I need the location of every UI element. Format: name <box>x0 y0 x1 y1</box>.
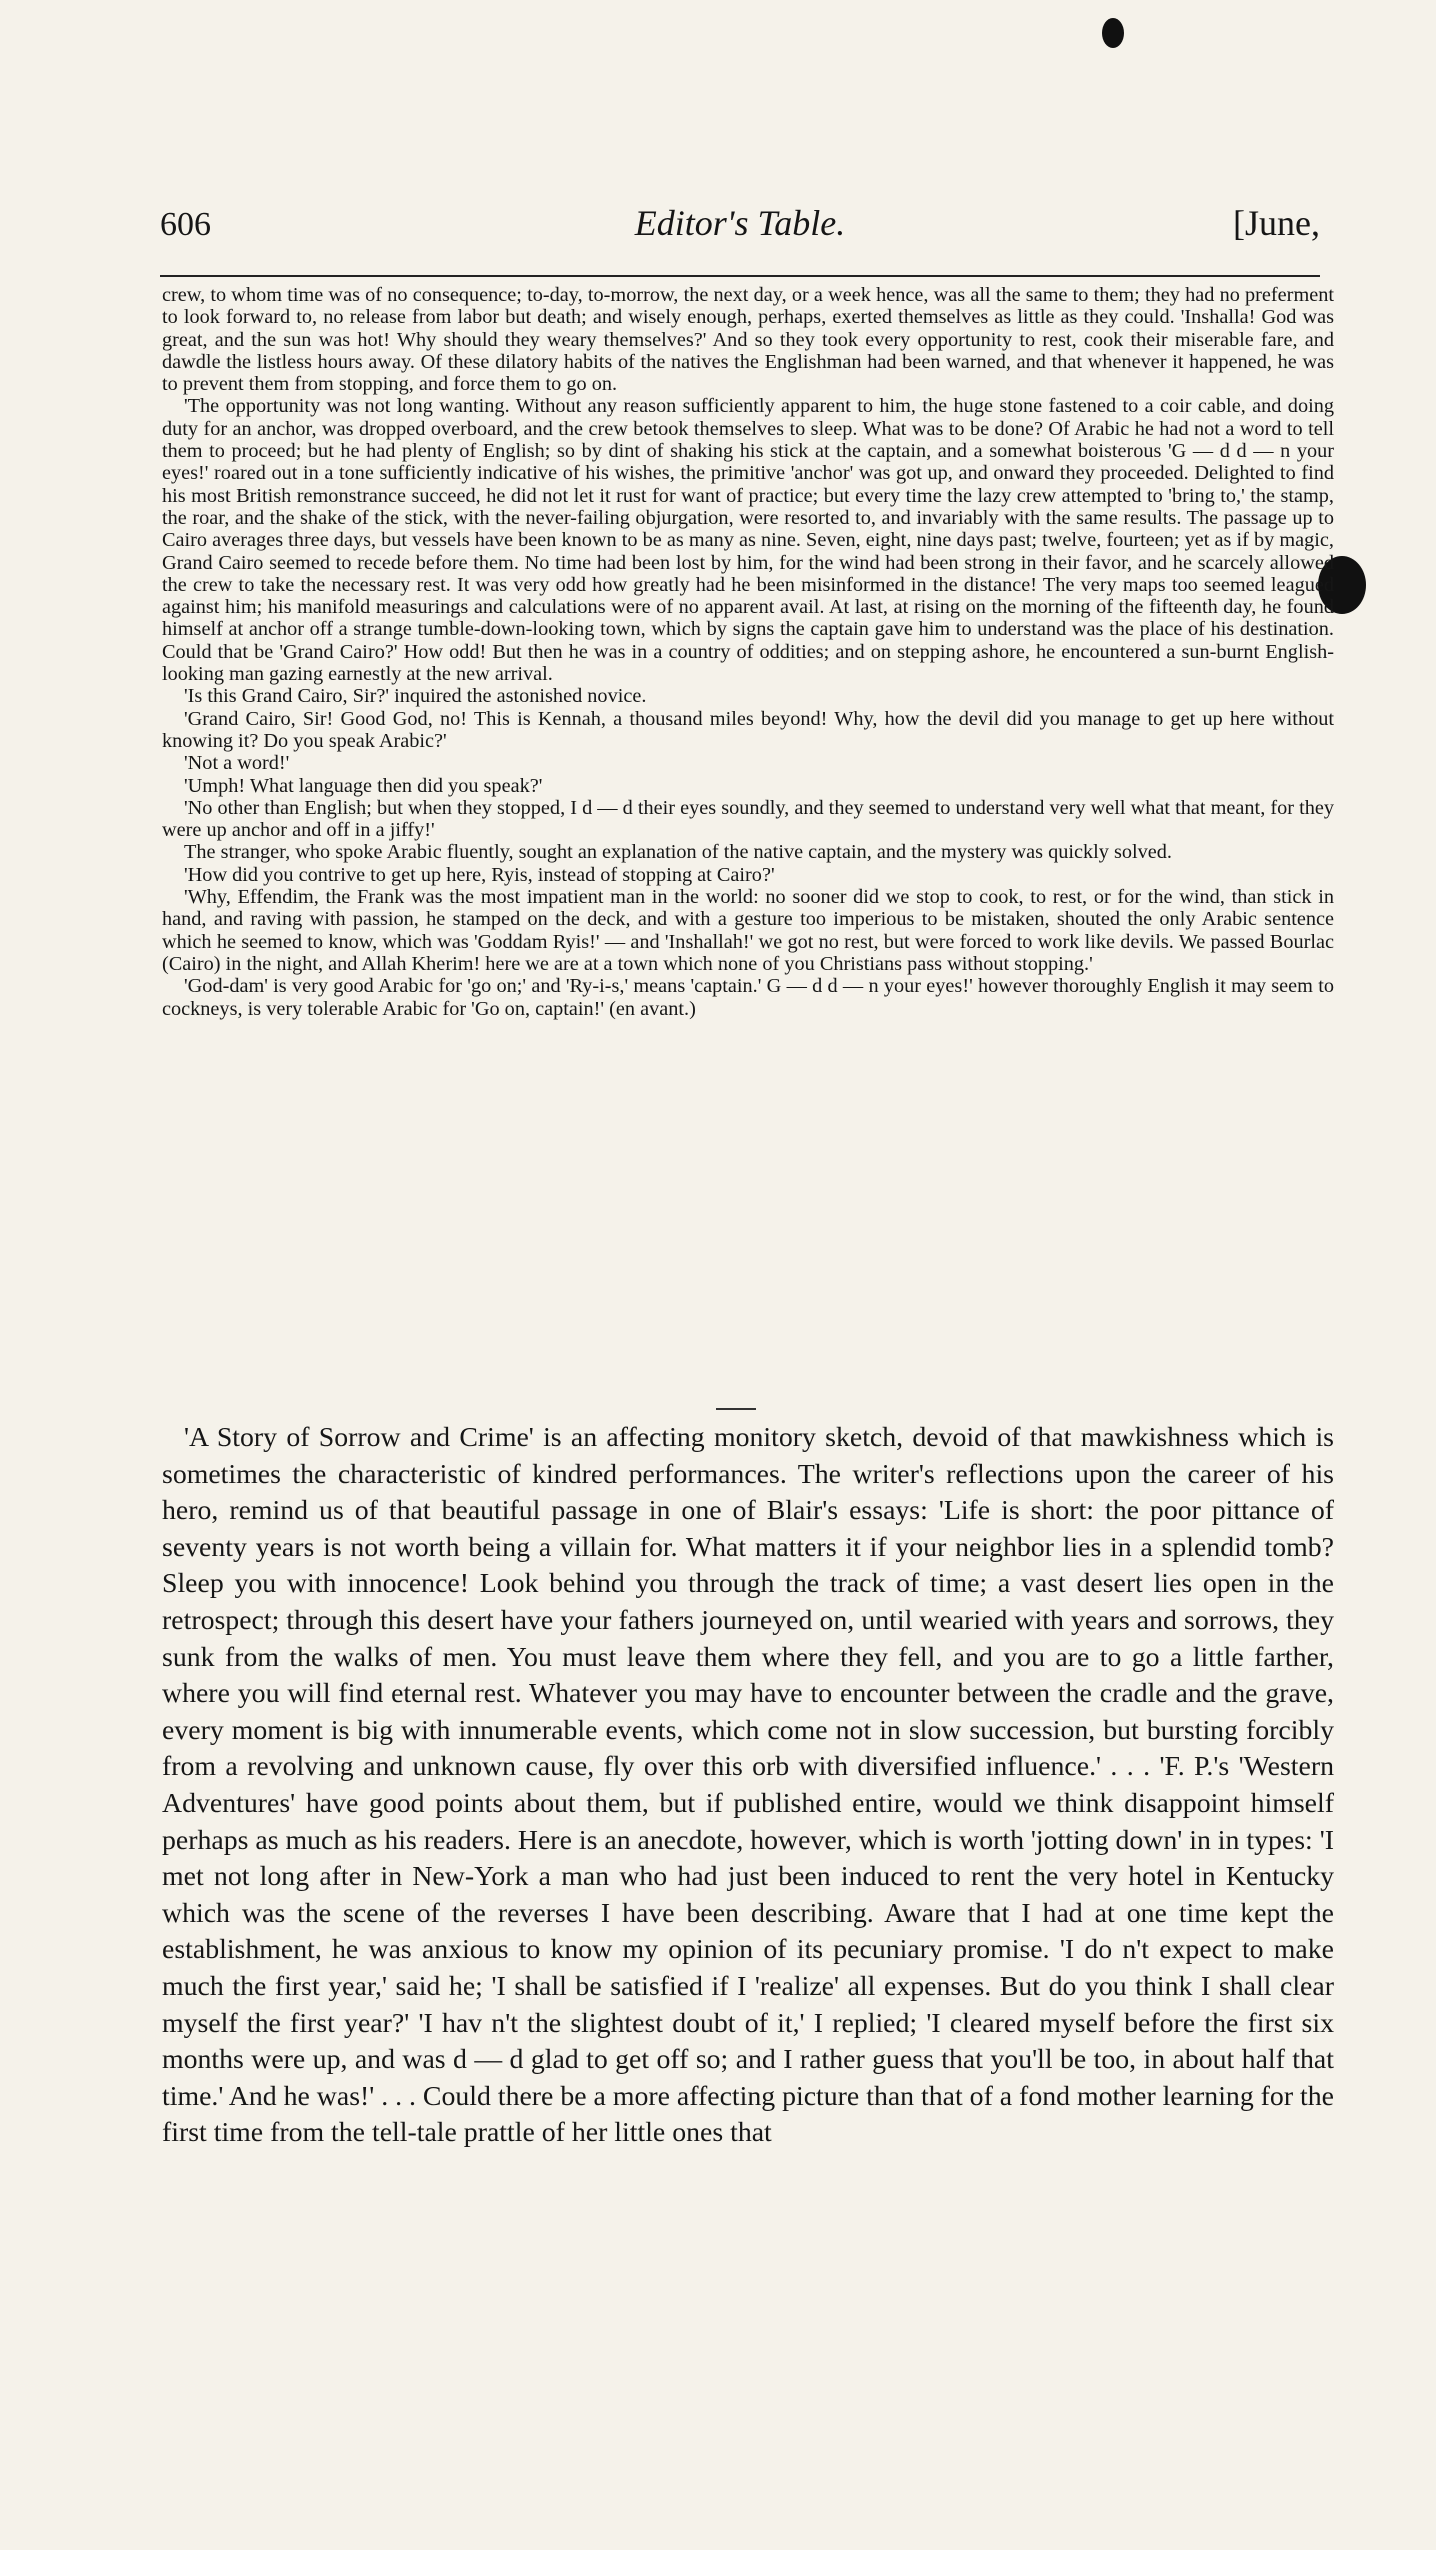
header-rule <box>160 275 1320 277</box>
paragraph: 'Is this Grand Cairo, Sir?' inquired the astonished novice. <box>184 685 647 708</box>
editorial-notes <box>162 1420 1334 2152</box>
paragraph: 'Why, Effendim, the Frank was the most impatient man in the world: no sooner did we stop to cook, to rest, or for the wind, than stick in hand, and raving with passion, he stamped on the deck, and with a gesture too imperious to be mistaken, shouted the only Arabic sentence which he seemed to know, which was 'Goddam Ryis!' — and 'Inshallah!' we got no rest, but were forced to work like devils. We passed Bourlac (Cairo) in the night, and Allah Kherim! here we are at a town which none of you Christians pass without stopping.' <box>162 886 1334 975</box>
paragraph: 'God-dam' is very good Arabic for 'go on;' and 'Ry-i-s,' means 'captain.' G — d d — n your eyes!' however thoroughly English it may seem to cockneys, is very tolerable Arabic for 'Go on, captain!' (en avant.) <box>162 975 1334 1020</box>
paragraph: The stranger, who spoke Arabic fluently, sought an explanation of the native captain, and the mystery was quickly solved. <box>184 841 1173 864</box>
page-header <box>160 198 1320 258</box>
running-title: Editor's Table. <box>634 203 846 243</box>
quoted-anecdote <box>162 284 1334 1020</box>
paragraph: 'Umph! What language then did you speak?' <box>184 774 543 797</box>
paragraph: 'Grand Cairo, Sir! Good God, no! This is Kennah, a thousand miles beyond! Why, how the devil did you manage to get up here without knowing it? Do you speak Arabic?' <box>162 707 1334 752</box>
paragraph: 'A Story of Sorrow and Crime' is an affecting monitory sketch, devoid of that mawkishness which is sometimes the characteristic of kindred performances. The writer's reflections upon the career of his hero, remind us of that beautiful passage in one of Blair's essays: 'Life is short: the poor pittance of seventy years is not worth being a villain for. What matters it if your neighbor lies in a splendid tomb? Sleep you with innocence! Look behind you through the track of time; a vast desert lies open in the retrospect; through this desert have your fathers journeyed on, until wearied with years and sorrows, they sunk from the walks of men. You must leave them where they fell, and you are to go a little farther, where you will find eternal rest. Whatever you may have to encounter between the cradle and the grave, every moment is big with innumerable events, which come not in slow succession, but bursting forcibly from a revolving and unknown cause, fly over this orb with diversified influence.' . . . 'F. P.'s 'Western Adventures' have good points about them, but if published entire, would we think disappoint himself perhaps as much as his readers. Here is an anecdote, however, which is worth 'jotting down' in in types: 'I met not long after in New-York a man who had just been induced to rent the very hotel in Kentucky which was the scene of the reverses I have been describing. Aware that I had at one time kept the establishment, he was anxious to know my opinion of its pecuniary promise. 'I do n't expect to make much the first year,' said he; 'I shall be satisfied if I 'realize' all expenses. But do you think I shall clear myself the first year?' 'I hav n't the slightest doubt of it,' I replied; 'I cleared myself before the first six months were up, and was d — d glad to get off so; and I rather guess that you'll be too, in about half that time.' And he was!' . . . Could there be a more affecting picture than that of a fond mother learning for the first time from the tell-tale prattle of her little ones that <box>162 1422 1334 2149</box>
ink-blot-top <box>1102 18 1124 48</box>
section-separator <box>716 1408 756 1410</box>
paragraph: crew, to whom time was of no consequence; to-day, to-morrow, the next day, or a week hence, was all the same to them; they had no preferment to look forward to, no release from labor but death; and wisely enough, perhaps, exerted themselves as little as they could. 'Inshalla! God was great, and the sun was hot! Why should they weary themselves?' And so they took every opportunity to rest, cook their miserable fare, and dawdle the listless hours away. Of these dilatory habits of the natives the Englishman had been warned, and that whenever it happened, he was to prevent them from stopping, and force them to go on. <box>162 284 1334 396</box>
paragraph: 'The opportunity was not long wanting. Without any reason sufficiently apparent to him, the huge stone fastened to a coir cable, and doing duty for an anchor, was dropped overboard, and the crew betook themselves to sleep. What was to be done? Of Arabic he had not a word to tell them to proceed; but he had plenty of English; so by dint of shaking his stick at the captain, and a somewhat boisterous 'G — d d — n your eyes!' roared out in a tone sufficiently indicative of his wishes, the primitive 'anchor' was got up, and onward they proceeded. Delighted to find his most British remonstrance succeed, he did not let it rust for want of practice; but every time the lazy crew attempted to 'bring to,' the stamp, the roar, and the shake of the stick, with the never-failing objurgation, were resorted to, and invariably with the same results. The passage up to Cairo averages three days, but vessels have been known to be as many as nine. Seven, eight, nine days past; twelve, fourteen; yet as if by magic, Grand Cairo seemed to recede before them. No time had been lost by him, for the wind had been strong in their favor, and he scarcely allowed the crew to take the necessary rest. It was very odd how greatly had he been misinformed in the distance! The very maps too seemed leagued against him; his manifold measurings and calculations were of no apparent avail. At last, at rising on the morning of the fifteenth day, he found himself at anchor off a strange tumble-down-looking town, which by signs the captain gave him to understand was the place of his destination. Could that be 'Grand Cairo?' How odd! But then he was in a country of oddities; and on stepping ashore, he encountered a sun-burnt English-looking man gazing earnestly at the new arrival. <box>162 395 1334 686</box>
paragraph: 'No other than English; but when they stopped, I d — d their eyes soundly, and they seemed to understand very well what that meant, for they were up anchor and off in a jiffy!' <box>162 796 1334 842</box>
page-number: 606 <box>160 206 211 243</box>
paragraph: 'How did you contrive to get up here, Ryis, instead of stopping at Cairo?' <box>184 863 775 886</box>
header-date: [June, <box>1233 203 1320 243</box>
paragraph: 'Not a word!' <box>184 752 290 775</box>
